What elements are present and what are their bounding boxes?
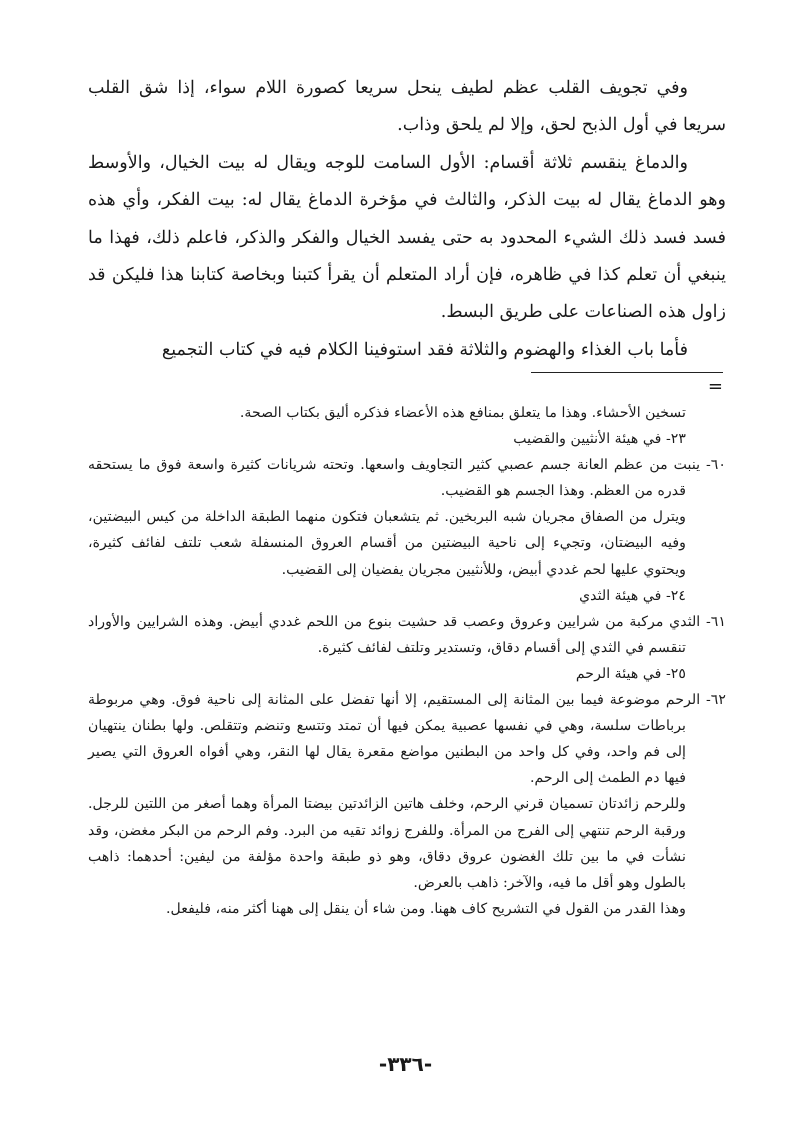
main-paragraph: والدماغ ينقسم ثلاثة أقسام: الأول السامت للوجه ويقال له بيت الخيال، والأوسط وهو الدماغ يقال له بيت الذكر، والثالث في مؤخرة الدماغ يقال له: بيت الفكر، وأي هذه فسد فسد ذلك الشيء المحدود به حتى يفسد الخيال والفكر والذكر، فاعلم ذلك، فهذا ما ينبغي أن تعلم كذا في ظاهره، فإن أراد المتعلم أن يقرأ كتبنا وبخاصة كتابنا هذا فليكن قد زاول هذه الصناعات على طريق البسط. bbox=[88, 152, 726, 323]
footnote-entry: ٦١- الثدي مركبة من شرايين وعروق وعصب قد حشيت بنوع من اللحم غددي أبيض. وهذه الشرايين والأوراد تنقسم في الثدي إلى أقسام دقاق، وتستدير وتلتف لفائف كثيرة. bbox=[88, 613, 726, 656]
footnote-paragraph: وللرحم زائدتان تسميان قرني الرحم، وخلف هاتين الزائدتين بيضتا المرأة وهما أصغر من اللتين للرجل. ورقبة الرحم تنتهي إلى الفرج من المرأة. وللفرج زوائد تقيه من البرد. وفم الرحم من البكر مغضن، وقد نشأت في ما بين تلك الغضون عروق دقاق، وهو ذو طبقة واحدة مؤلفة من ليفين: أحدهما: ذاهب بالطول وهو أقل ما فيه، والآخر: ذاهب بالعرض. bbox=[88, 796, 686, 891]
section-heading: ٢٤- في هيئة الثدي bbox=[579, 587, 686, 604]
footnote-divider bbox=[531, 372, 723, 373]
footnote-continuation-marker: = bbox=[707, 376, 723, 397]
footnote-entry: ٦٠- ينبت من عظم العانة جسم عصبي كثير التجاويف واسعها. وتحته شريانات كثيرة واسعة فوق ما يستحقه قدره من العظم. وهذا الجسم هو القضيب. bbox=[88, 457, 726, 500]
main-paragraph: فأما باب الغذاء والهضوم والثلاثة فقد استوفينا الكلام فيه في كتاب التجميع bbox=[161, 339, 688, 360]
footnote-entry: ٦٢- الرحم موضوعة فيما بين المثانة إلى المستقيم، إلا أنها تفضل على المثانة إلى ناحية فوق. وهي مربوطة برباطات سلسة، وهي في نفسها عصبية يمكن فيها أن تمتد وتتسع وتنضم وتتقلص. ولها بطنان ينتهيان إلى فم واحد، وفي كل واحد من البطنين مواضع مقعرة يقال لها النقر، وهي أفواه العروق التي يصير فيها دم الطمث إلى الرحم. bbox=[88, 692, 726, 787]
page-number: -٣٣٦- bbox=[378, 1052, 433, 1076]
section-heading: ٢٣- في هيئة الأنثيين والقضيب bbox=[513, 431, 686, 448]
main-paragraph: وفي تجويف القلب عظم لطيف ينحل سريعا كصورة اللام سواء، إذا شق القلب سريعا في أول الذبح لحق، وإلا لم يلحق وذاب. bbox=[88, 78, 726, 136]
section-heading: ٢٥- في هيئة الرحم bbox=[575, 665, 686, 682]
main-text-block bbox=[88, 70, 726, 369]
footnote-closing: وهذا القدر من القول في التشريح كاف ههنا. ومن شاء أن ينقل إلى ههنا أكثر منه، فليفعل. bbox=[165, 900, 686, 917]
footnotes-block bbox=[88, 400, 726, 922]
footnote-paragraph: ويترل من الصفاق مجريان شبه البربخين. ثم يتشعبان فتكون منهما الطبقة الداخلة من كيس البيضتين، وفيه البيضتان، وتجيء إلى ناحية البيضتين من أقسام العروق المنسفلة شعب تلتف لفائف كثيرة، ويحتوي عليها لحم غددي أبيض، وللأنثيين مجريان يفضيان إلى القضيب. bbox=[88, 509, 686, 578]
footnote-continuation: تسخين الأحشاء. وهذا ما يتعلق بمنافع هذه الأعضاء فذكره أليق بكتاب الصحة. bbox=[239, 405, 686, 421]
